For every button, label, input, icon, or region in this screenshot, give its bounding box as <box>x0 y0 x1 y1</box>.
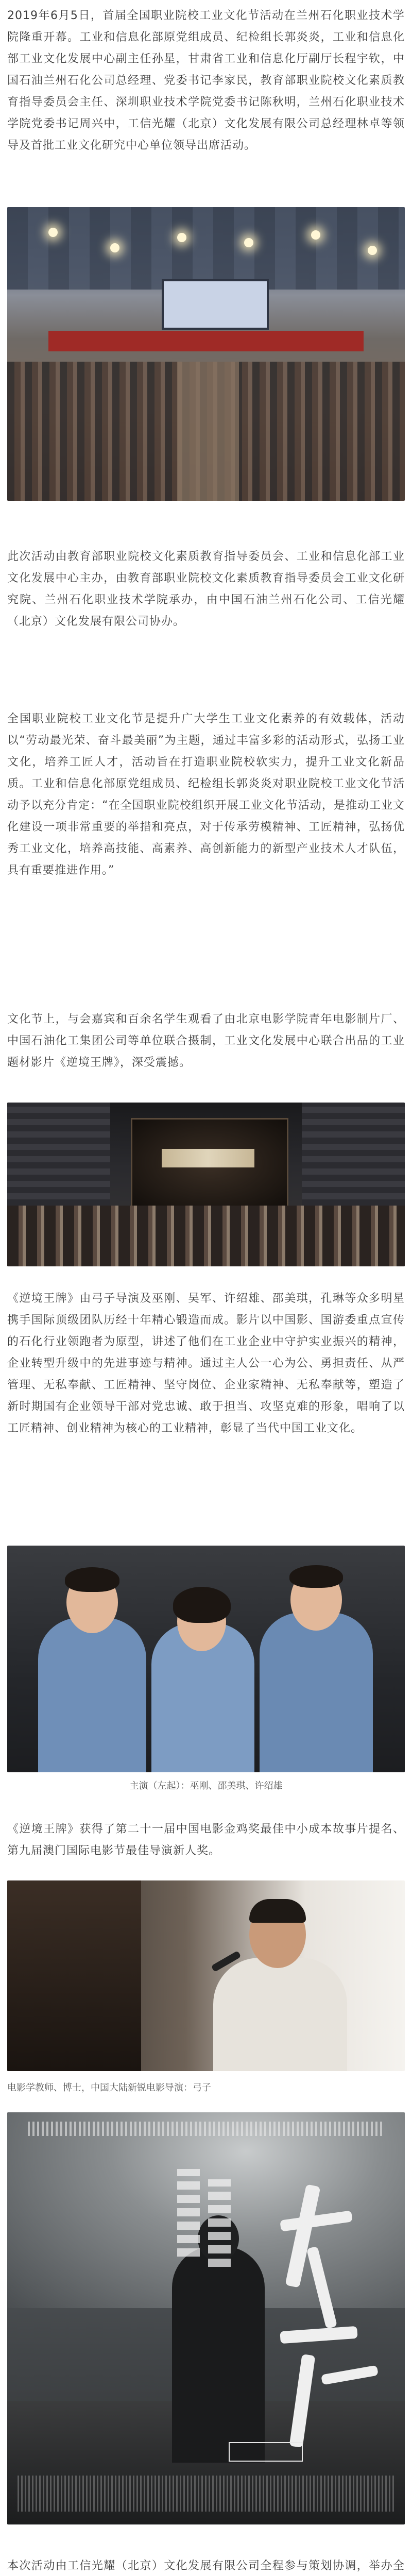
paragraph-festival: 全国职业院校工业文化节是提升广大学生工业文化素养的有效载体，活动以“劳动最光荣、奋斗最美丽”为主题，通过丰富多彩的活动形式，弘扬工业文化，培养工匠人才，活动旨在打造职业院校软实力，提升工业文化新品质。工业和信息化部原党组成员、纪检组长郭炎炎对职业院校工业文化节活动予以充分肯定：“在全国职业院校组织开展工业文化节活动，是推动工业文化建设一项非常重要的举措和亮点，对于传承劳模精神、工匠精神，弘扬优秀工业文化，培养高技能、高素养、高创新能力的新型产业技术人才队伍，具有重要推进作用。” <box>7 713 405 877</box>
director-caption: 电影学教师、博士，中国大陆新锐电影导演：弓子 <box>7 2082 211 2093</box>
director-photo <box>7 1880 405 2071</box>
premiere-stage-photo <box>7 1103 405 1266</box>
paragraph-closing: 本次活动由工信光耀（北京）文化发展有限公司全程参与策划协调，举办全 <box>7 2560 405 2572</box>
cast-photo <box>7 1546 405 1772</box>
cast-caption: 主演（左起）：巫刚、邵美琪、许绍雄 <box>129 1781 283 1791</box>
paragraph-awards: 《逆境王牌》获得了第二十一届中国电影金鸡奖最佳中小成本故事片提名、第九届澳门国际电影节最佳导演新人奖。 <box>7 1823 405 1857</box>
conference-hall-photo <box>7 207 405 501</box>
paragraph-film-intro: 《逆境王牌》由弓子导演及巫刚、吴军、许绍雄、邵美琪，孔琳等众多明星携手国际顶级团队历经十年精心锻造而成。影片以中国影、国游委重点宣传的石化行业领跑者为原型，讲述了他们在工业企业中守护实业振兴的精神，企业转型升级中的先进事迹与精神。通过主人公一心为公、勇担责任、从严管理、无私奉献、工匠精神、坚守岗位、企业家精神、无私奉献等，塑造了新时期国有企业领导干部对党忠诚、敢于担当、攻坚克难的形象，唱响了以工匠精神、创业精神为核心的工业精神，彰显了当代中国工业文化。 <box>7 1292 405 1435</box>
paragraph-screening: 文化节上，与会嘉宾和百余名学生观看了由北京电影学院青年电影制片厂、中国石油化工集团公司等单位联合摄制，工业文化发展中心联合出品的工业题材影片《逆境王牌》，深受震撼。 <box>7 1013 405 1069</box>
film-poster <box>7 2112 405 2524</box>
paragraph-opening: 2019年6月5日，首届全国职业院校工业文化节活动在兰州石化职业技术学院隆重开幕。工业和信息化部原党组成员、纪检组长郭炎炎，工业和信息化部工业文化发展中心副主任孙星，甘肃省工业和信息化厅副厅长程宇钦，中国石油兰州石化公司总经理、党委书记李家民，教育部职业院校文化素质教育指导委员会主任、深圳职业技术学院党委书记陈秋明，兰州石化职业技术学院党委书记周兴中，工信光耀（北京）文化发展有限公司总经理林卓等领导及首批工业文化研究中心单位领导出席活动。 <box>7 9 405 152</box>
paragraph-organizers: 此次活动由教育部职业院校文化素质教育指导委员会、工业和信息化部工业文化发展中心主办，由教育部职业院校文化素质教育指导委员会工业文化研究院、兰州石化职业技术学院承办，由中国石油兰州石化公司、工信光耀（北京）文化发展有限公司协办。 <box>7 550 405 628</box>
